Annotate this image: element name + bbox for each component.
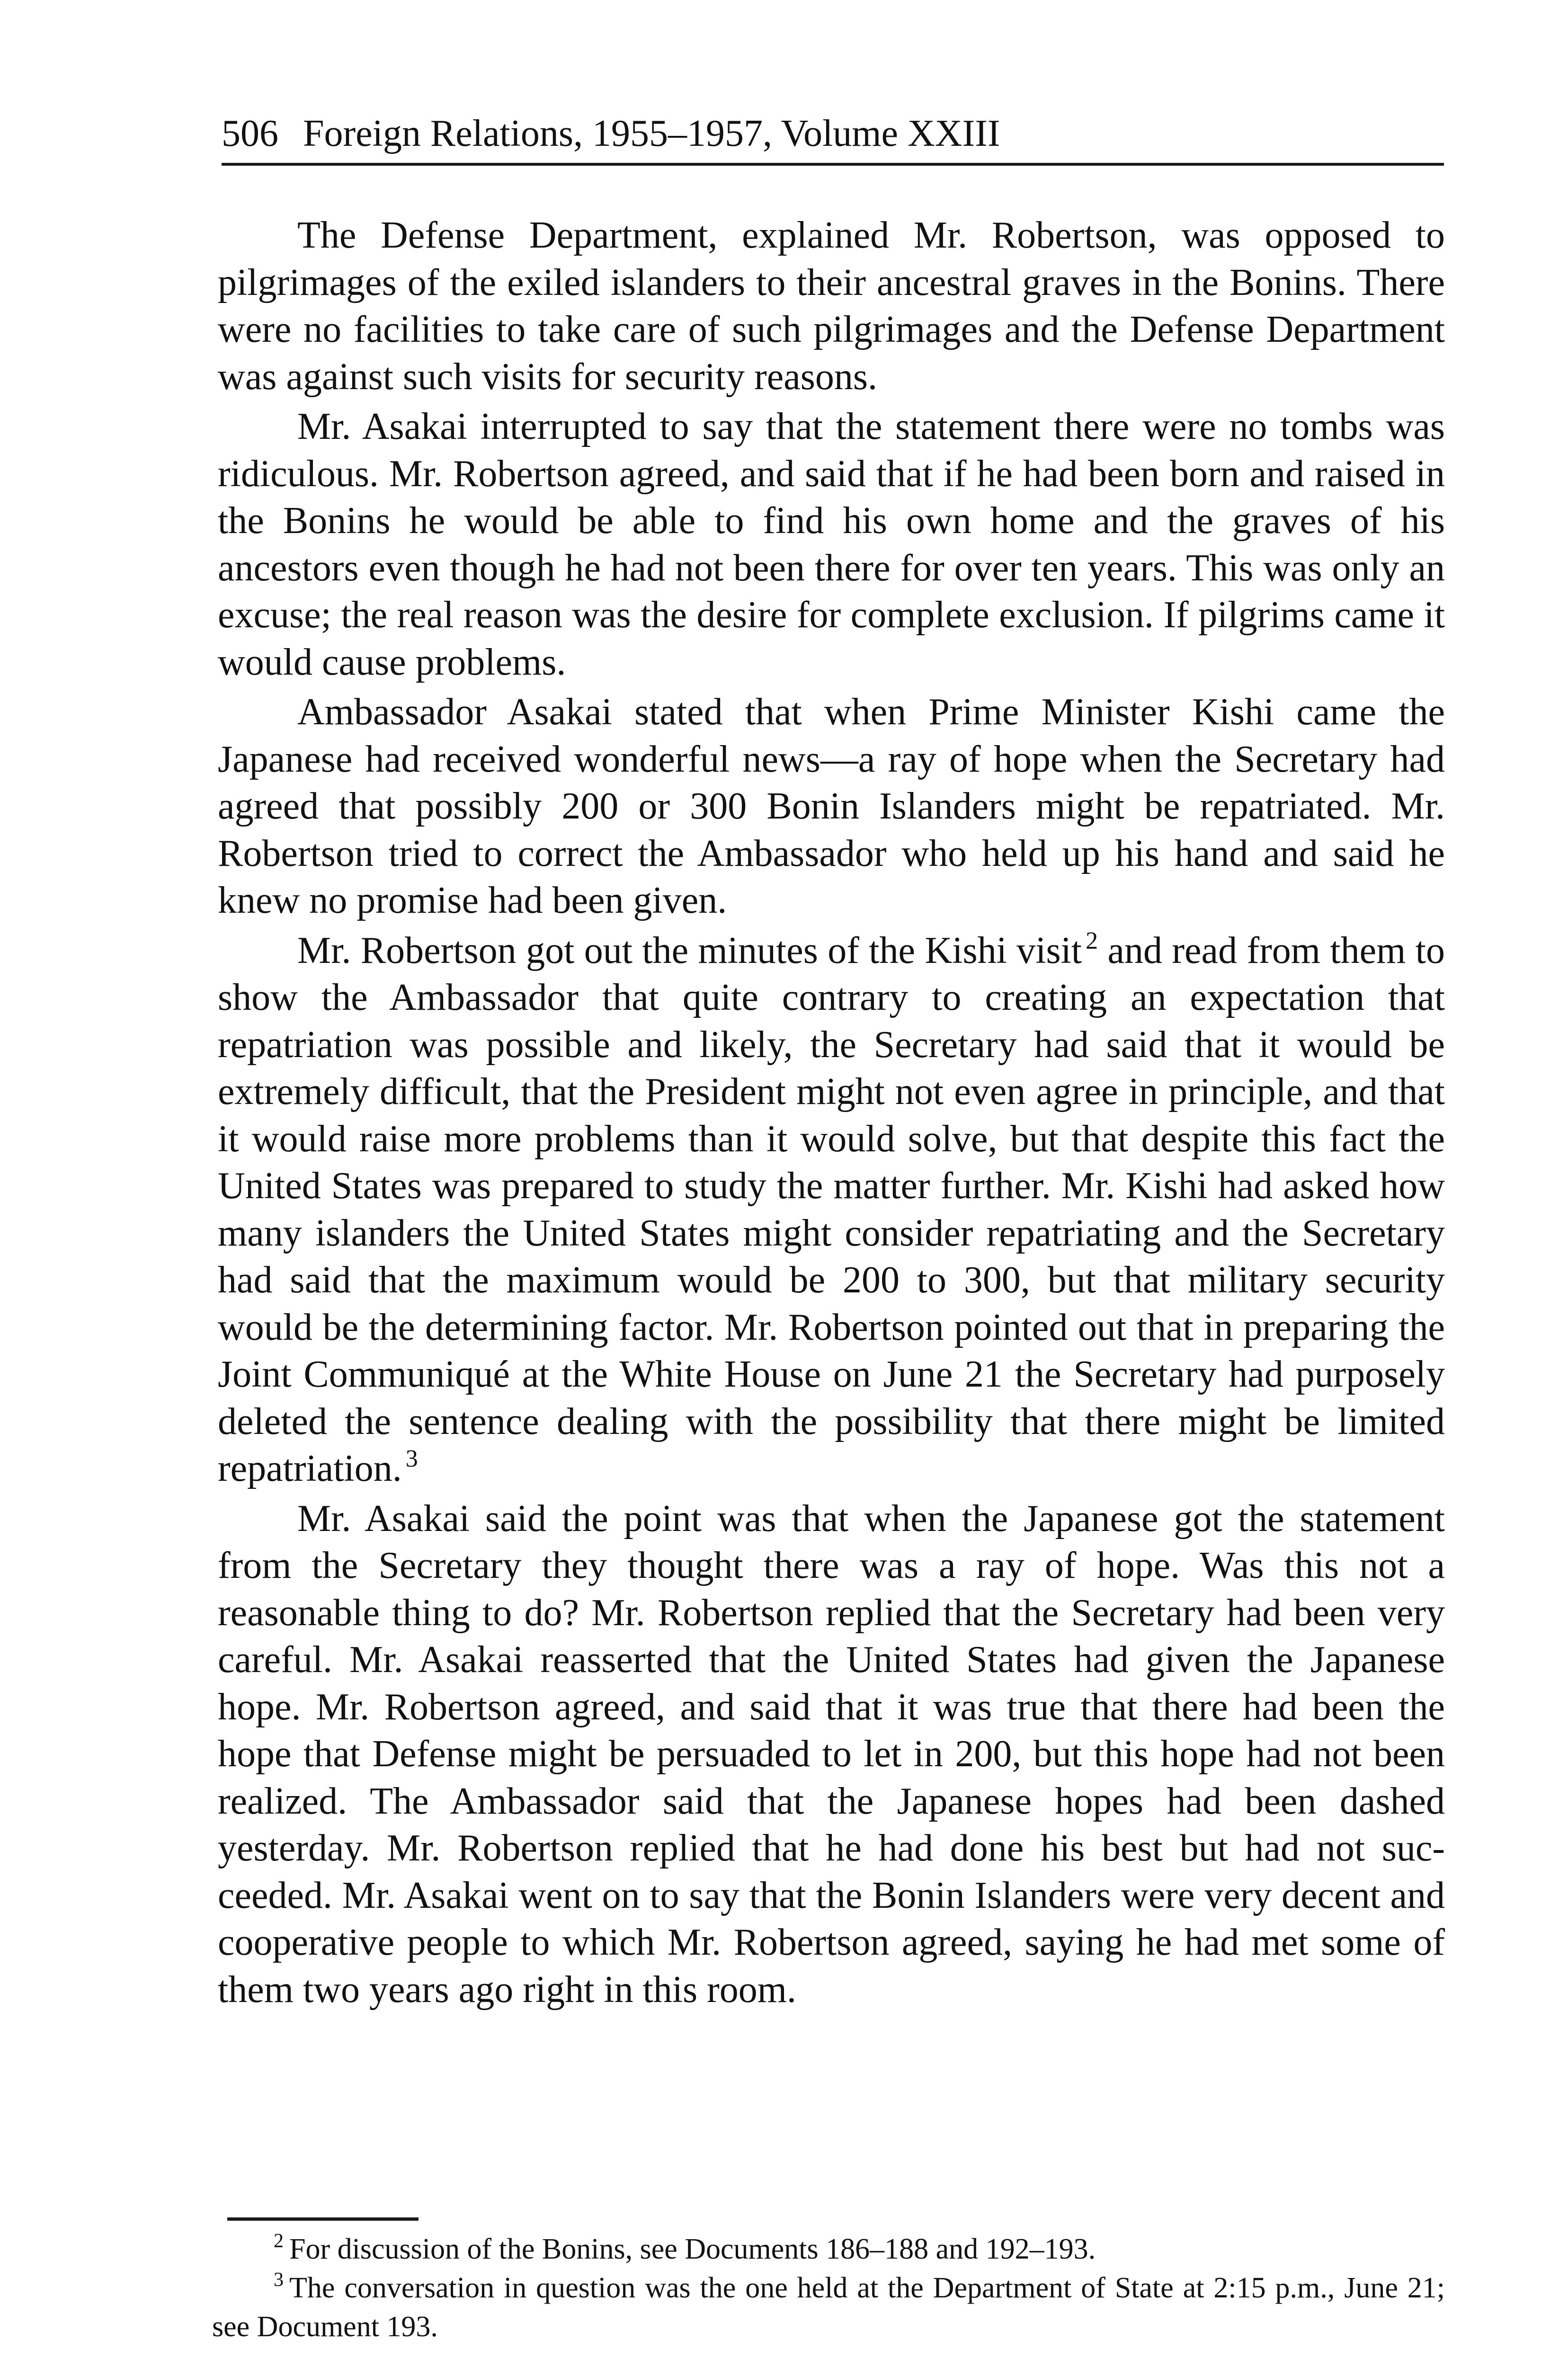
footnote-2-text: For discussion of the Bonins, see Documents 186–188 and 192–193.: [289, 2233, 1096, 2265]
page-number: 506: [222, 113, 278, 154]
footnote-ref-3: 3: [405, 1445, 418, 1472]
paragraph-4-start: Mr. Robertson got out the minutes of the Kishi visit: [297, 929, 1082, 971]
footnote-3-text: The conversation in question was the one held at the Department of State at 2:15 p.m., June 21; see Document 193.: [212, 2272, 1445, 2343]
footnote-2-mark: 2: [274, 2230, 284, 2252]
footnote-ref-2: 2: [1086, 927, 1098, 954]
footnote-3: [212, 2269, 1445, 2346]
paragraph-2: Mr. Asakai interrupted to say that the statement there were no tombs was ridiculous. Mr. Robertson agreed, and said that if he had been born and raised in the Bonins he would be able to find his own home and the graves of his ancestors even though he had not been there for over ten years. This was only an excuse; the real reason was the desire for complete exclusion. If pilgrims came it would cause problems.: [218, 406, 1445, 683]
body-text: [218, 212, 1445, 2016]
paragraph-1: The Defense Department, explained Mr. Robertson, was opposed to pilgrimages of the exiled islanders to their ancestral graves in the Bonins. There were no facilities to take care of such pilgrimages and the Defense Department was against such visits for security reasons.: [218, 214, 1445, 398]
footnote-divider: [227, 2217, 419, 2221]
footnote-3-mark: 3: [274, 2269, 284, 2291]
paragraph-3: Ambassador Asakai stated that when Prime Minister Kishi came the Japanese had received wonderful news—a ray of hope when the Secretary had agreed that possibly 200 or 300 Bonin Islanders might be repatriated. Mr. Robertson tried to correct the Ambassador who held up his hand and said he knew no promise had been given.: [218, 691, 1445, 921]
paragraph-4-rest: and read from them to show the Ambassador that quite contrary to creating an expectation that repatriation was possible and likely, the Secretary had said that it would be extremely difficult, that the President might not even agree in principle, and that it would raise more problems than it would solve, but that despite this fact the United States was prepared to study the matter further. Mr. Kishi had asked how many islanders the United States might consider repatriating and the Secretary had said that the maximum would be 200 to 300, but that military security would be the determining factor. Mr. Robertson pointed out that in preparing the Joint Communiqué at the White House on June 21 the Secretary had purposely deleted the sentence dealing with the possibility that there might be limited repatriation.: [218, 929, 1445, 1489]
footnotes: [212, 2230, 1445, 2346]
series-title: Foreign Relations, 1955–1957, Volume XXIII: [303, 113, 1000, 154]
footnote-2: [212, 2230, 1445, 2269]
paragraph-5: Mr. Asakai said the point was that when the Japanese got the statement from the Secretary they thought there was a ray of hope. Was this not a reasonable thing to do? Mr. Robertson replied that the Secretary had been very careful. Mr. Asakai reasserted that the United States had given the Japanese hope. Mr. Robertson agreed, and said that it was true that there had been the hope that Defense might be persuaded to let in 200, but this hope had not been realized. The Ambassador said that the Japanese hopes had been dashed yesterday. Mr. Robertson replied that he had done his best but had not succeeded. Mr. Asakai went on to say that the Bonin Islanders were very decent and cooperative people to which Mr. Robertson agreed, saying he had met some of them two years ago right in this room.: [218, 1497, 1445, 2011]
paragraph-4: [218, 927, 1445, 1493]
running-header: [222, 110, 1444, 166]
